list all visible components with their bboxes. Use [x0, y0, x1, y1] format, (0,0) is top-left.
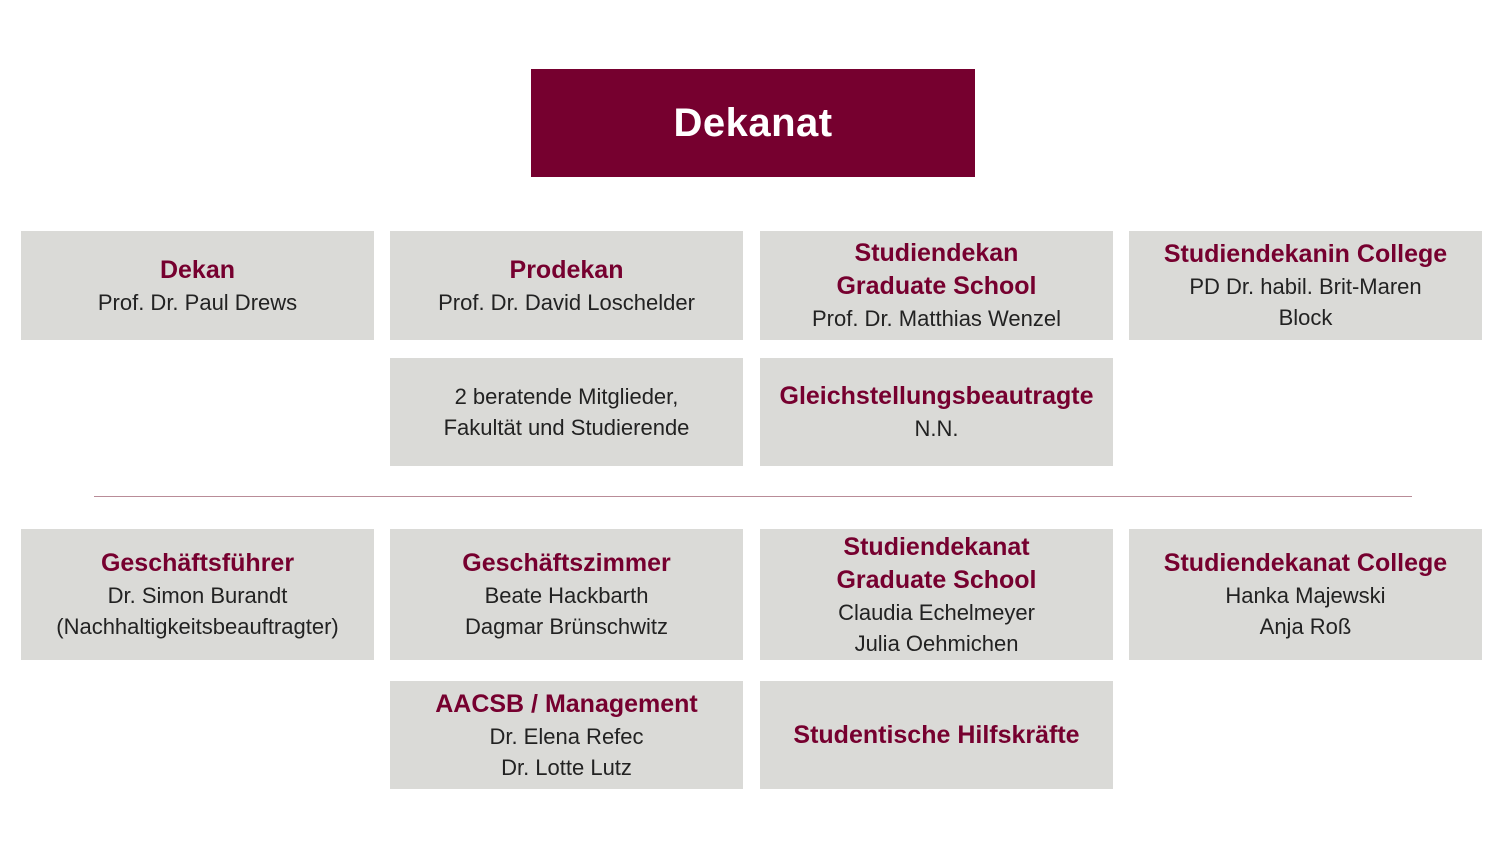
person-name: N.N.: [914, 416, 959, 441]
person-name: Beate Hackbarth: [484, 583, 649, 608]
person-name: Claudia Echelmeyer: [838, 599, 1035, 625]
box-beratende-mitglieder: [390, 358, 743, 466]
box-prodekan: [390, 231, 743, 340]
person-name: Julia Oehmichen: [854, 630, 1019, 656]
box-title: Studiendekanat: [843, 532, 1030, 561]
person-name: Prof. Dr. Matthias Wenzel: [811, 306, 1061, 331]
section-divider: [94, 496, 1412, 497]
box-studiendekanat-graduate-school: [760, 529, 1113, 660]
person-name: Prof. Dr. Paul Drews: [97, 289, 298, 315]
box-title: Studiendekanat College: [1163, 549, 1448, 577]
box-text: 2 beratende Mitglieder,: [454, 384, 679, 409]
box-title: Dekan: [159, 255, 236, 284]
box-title: Prodekan: [509, 255, 624, 284]
person-name: Dr. Lotte Lutz: [501, 754, 632, 780]
person-name: Hanka Majewski: [1225, 583, 1386, 608]
person-name: Anja Roß: [1259, 614, 1352, 639]
box-title: Geschäftszimmer: [462, 549, 671, 577]
person-role: (Nachhaltigkeitsbeauftragter): [56, 614, 339, 639]
person-name: Prof. Dr. David Loschelder: [438, 289, 695, 315]
box-title: Graduate School: [836, 565, 1037, 594]
box-dekan: [21, 231, 374, 340]
person-name: Dr. Elena Refec: [489, 723, 644, 749]
box-title: Gleichstellungsbeautragte: [779, 382, 1094, 410]
person-name: Block: [1278, 305, 1333, 330]
dekanat-header: [531, 69, 975, 177]
person-name: PD Dr. habil. Brit-Maren: [1189, 274, 1422, 299]
box-studiendekanat-college: [1129, 529, 1482, 660]
box-title: Studentische Hilfskräfte: [793, 720, 1080, 749]
box-title: Studiendekanin College: [1163, 240, 1448, 268]
box-title: Graduate School: [836, 272, 1037, 300]
box-title: Studiendekan: [854, 239, 1019, 267]
header-title: Dekanat: [673, 100, 833, 145]
box-studiendekan-graduate-school: [760, 231, 1113, 340]
box-geschaeftsfuehrer: [21, 529, 374, 660]
box-gleichstellungsbeautragte: [760, 358, 1113, 466]
box-title: AACSB / Management: [435, 689, 698, 718]
box-aacsb-management: [390, 681, 743, 789]
box-text: Fakultät und Studierende: [443, 415, 690, 440]
person-name: Dagmar Brünschwitz: [465, 614, 668, 639]
person-name: Dr. Simon Burandt: [107, 583, 288, 608]
box-studiendekanin-college: [1129, 231, 1482, 340]
box-title: Geschäftsführer: [100, 549, 295, 577]
box-studentische-hilfskraefte: [760, 681, 1113, 789]
box-geschaeftszimmer: [390, 529, 743, 660]
